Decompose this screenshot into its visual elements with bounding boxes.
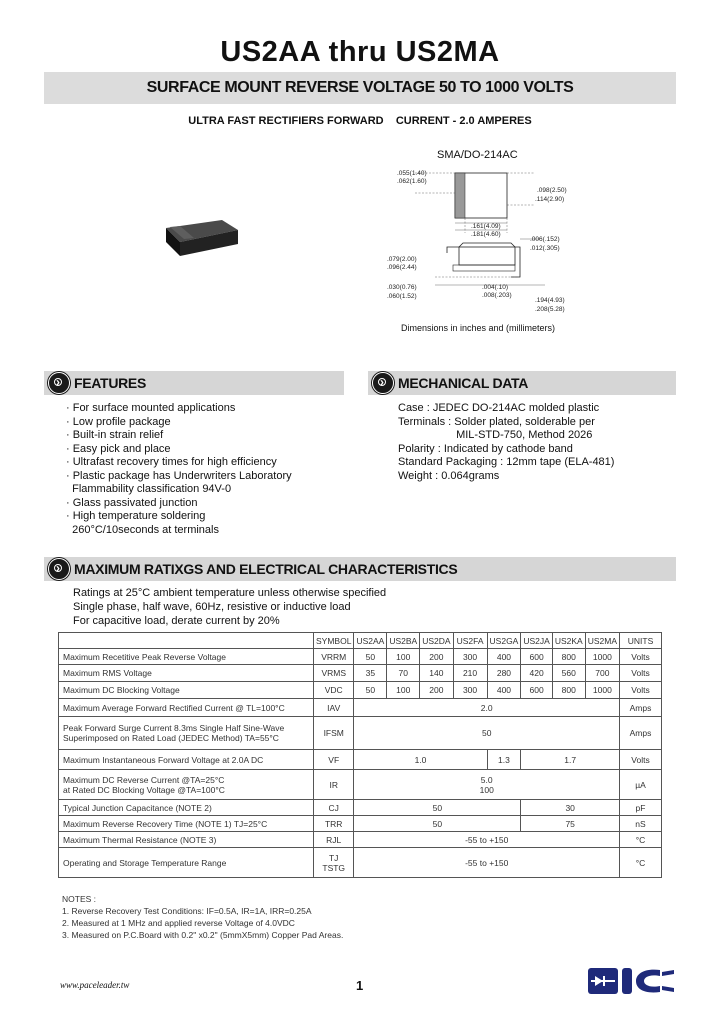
mechanical-list — [398, 402, 614, 483]
package-outline-drawing — [385, 165, 575, 320]
list-item: · Glass passivated junction — [66, 496, 198, 509]
table-row: Maximum DC Blocking Voltage VDC 50 100 200 300 400 600 800 1000 Volts — [59, 682, 662, 699]
svg-text:.006(.152): .006(.152) — [530, 236, 560, 243]
features-list — [66, 402, 292, 537]
features-heading: FEATURES — [74, 375, 147, 391]
svg-text:.030(0.76): .030(0.76) — [387, 284, 417, 291]
page-title: US2AA thru US2MA — [220, 36, 500, 68]
svg-text:.096(2.44): .096(2.44) — [387, 264, 417, 271]
table-row: Maximum RMS Voltage VRMS 35 70 140 210 280 420 560 700 Volts — [59, 665, 662, 682]
list-item: · Built-in strain relief — [66, 429, 164, 441]
table-row: Operating and Storage Temperature Range TJ TSTG -55 to +150 °C — [59, 848, 662, 878]
table-row: Maximum Thermal Resistance (NOTE 3) RJL -55 to +150 °C — [59, 832, 662, 848]
svg-text:.194(4.93): .194(4.93) — [535, 297, 565, 304]
package-label: SMA/DO-214AC — [437, 149, 518, 161]
features-header — [44, 371, 344, 395]
arrow-circle-icon — [48, 372, 70, 394]
dimensions-note: Dimensions in inches and (millimeters) — [401, 323, 556, 333]
ratings-header — [44, 557, 676, 581]
svg-text:.181(4.60): .181(4.60) — [471, 231, 501, 238]
list-item: · Low profile package — [66, 415, 171, 428]
table-row: Peak Forward Surge Current 8.3ms Single Half Sine-Wave Superimposed on Rated Load (JEDEC Method) TA=55°C IFSM 50 Amps — [59, 717, 662, 750]
table-row: Typical Junction Capacitance (NOTE 2) CJ 50 30 pF — [59, 800, 662, 816]
list-item: Flammability classification 94V-0 — [66, 483, 232, 495]
ratings-heading: MAXIMUM RATIXGS AND ELECTRICAL CHARACTERISTICS — [74, 561, 458, 577]
ratings-conditions: Ratings at 25°C ambient temperature unless otherwise specified Single phase, half wave, 60Hz, resistive or inductive load For capacitive load, derate current by 20% — [73, 587, 387, 627]
svg-text:.079(2.00): .079(2.00) — [387, 256, 417, 263]
mechanical-heading: MECHANICAL DATA — [398, 375, 529, 391]
svg-text:.114(2.90): .114(2.90) — [535, 196, 565, 203]
svg-text:.098(2.50): .098(2.50) — [537, 187, 567, 194]
arrow-circle-icon — [48, 558, 70, 580]
page-number: 1 — [356, 978, 364, 993]
svg-text:.004(.10): .004(.10) — [482, 284, 509, 291]
list-item: · Ultrafast recovery times for high efficiency — [66, 456, 277, 468]
table-row: Maximum Reverse Recovery Time (NOTE 1) TJ=25°C TRR 50 75 nS — [59, 816, 662, 832]
mechanical-header — [368, 371, 676, 395]
company-logo — [588, 966, 676, 996]
list-item: Case : JEDEC DO-214AC molded plastic — [398, 402, 600, 414]
ratings-table — [58, 632, 662, 878]
svg-text:.208(5.28): .208(5.28) — [535, 306, 565, 313]
svg-text:.008(.203): .008(.203) — [482, 292, 512, 299]
product-subtitle: ULTRA FAST RECTIFIERS FORWARD CURRENT - 2.0 AMPERES — [188, 115, 532, 127]
list-item: Weight : 0.064grams — [398, 469, 500, 482]
table-row: Maximum DC Reverse Current @TA=25°C at Rated DC Blocking Voltage @TA=100°C IR 5.0 100 µA — [59, 770, 662, 800]
list-item: · For surface mounted applications — [66, 402, 236, 414]
table-row: Maximum Recetitive Peak Reverse Voltage VRRM 50 100 200 300 400 600 800 1000 Volts — [59, 649, 662, 665]
list-item: · Plastic package has Underwriters Laboratory — [66, 469, 292, 482]
list-item: · Easy pick and place — [66, 442, 171, 455]
svg-text:.161(4.09): .161(4.09) — [471, 223, 501, 230]
notes: NOTES : 1. Reverse Recovery Test Conditions: IF=0.5A, IR=1A, IRR=0.25A 2. Measured at 1 MHz and applied reverse Voltage of 4.0VDC 3. Measured on P.C.Board with 0.2" x0.2" (5mmX5mm) Copper Pad Areas. — [62, 894, 344, 940]
diode-package-image — [160, 220, 240, 258]
website-link[interactable]: www.paceleader.tw — [60, 980, 130, 990]
table-row: Maximum Average Forward Rectified Current @ TL=100°C IAV 2.0 Amps — [59, 699, 662, 717]
svg-text:.060(1.52): .060(1.52) — [387, 293, 417, 300]
table-header-row: SYMBOL US2AA US2BA US2DA US2FA US2GA US2JA US2KA US2MA UNITS — [59, 633, 662, 649]
list-item: Standard Packaging : 12mm tape (ELA-481) — [398, 456, 615, 468]
list-item: 260°C/10seconds at terminals — [66, 523, 219, 536]
table-row: Maximum Instantaneous Forward Voltage at 2.0A DC VF 1.0 1.3 1.7 Volts — [59, 750, 662, 770]
list-item: Polarity : Indicated by cathode band — [398, 442, 573, 455]
list-item: · High temperature soldering — [66, 510, 206, 522]
svg-text:.012(.305): .012(.305) — [530, 245, 560, 252]
list-item: MIL-STD-750, Method 2026 — [398, 429, 593, 441]
voltage-banner: SURFACE MOUNT REVERSE VOLTAGE 50 TO 1000 VOLTS — [44, 72, 676, 104]
arrow-circle-icon — [372, 372, 394, 394]
list-item: Terminals : Solder plated, solderable per — [398, 415, 595, 428]
svg-text:.055(1.40): .055(1.40) — [397, 170, 427, 177]
svg-text:.062(1.60): .062(1.60) — [397, 178, 427, 185]
